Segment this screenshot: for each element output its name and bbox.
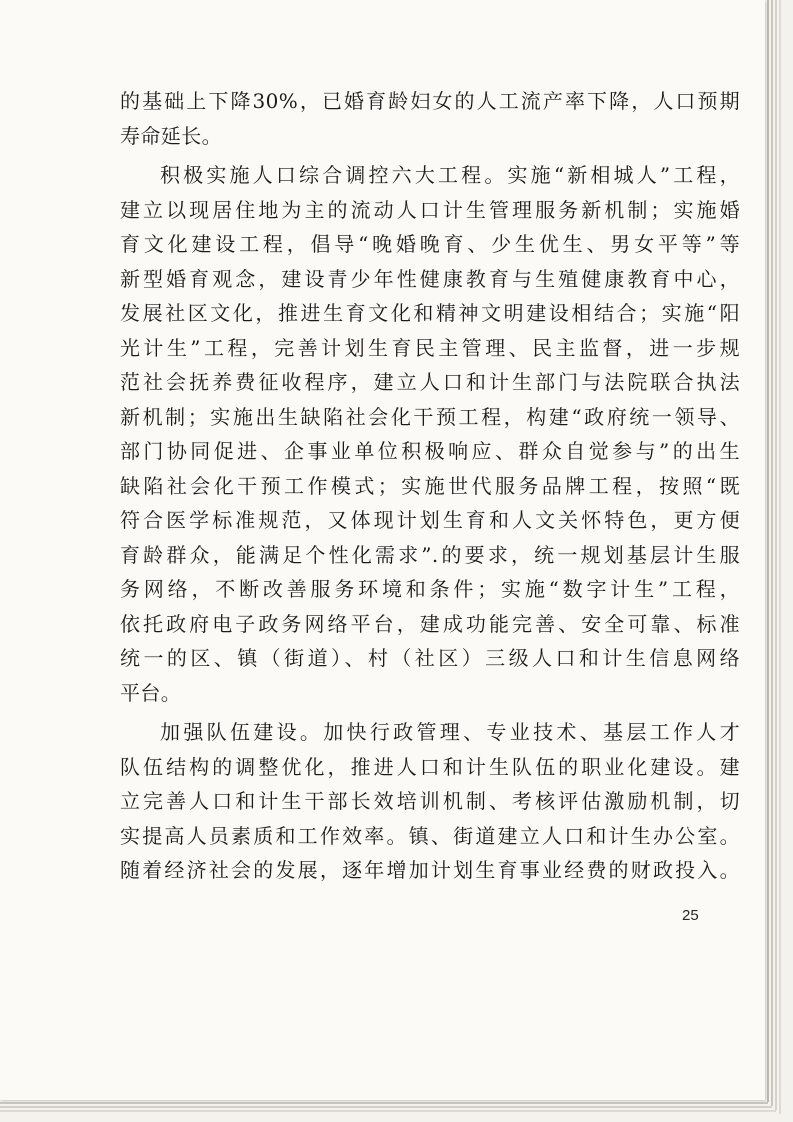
text-line: 积极实施人口综合调控六大工程。实施“新相城人”工程， — [160, 163, 740, 187]
text-line: 务网络，不断改善服务环境和条件；实施“数字计生”工程， — [120, 577, 740, 601]
paragraph-1 — [120, 84, 740, 153]
text-line: 缺陷社会化干预工作模式；实施世代服务品牌工程，按照“既 — [120, 473, 740, 498]
page-number: 25 — [682, 907, 699, 924]
page-edge — [0, 1106, 772, 1108]
text-line: 随着经济社会的发展，逐年增加计划生育事业经费的财政投入。 — [120, 858, 740, 882]
text-line: 符合医学标准规范，又体现计划生育和人文关怀特色，更方便 — [120, 508, 740, 532]
text-line: 光计生”工程，完善计划生育民主管理、民主监督，进一步规 — [120, 335, 740, 360]
text-line: 发展社区文化，推进生育文化和精神文明建设相结合；实施“阳 — [120, 301, 740, 325]
text-line: 队伍结构的调整优化，推进人口和计生队伍的职业化建设。建 — [120, 754, 740, 779]
text-line: 立完善人口和计生干部长效培训机制、考核评估激励机制，切 — [120, 789, 740, 813]
text-line: 平台。 — [120, 680, 182, 705]
page-edge — [779, 0, 781, 1114]
text-line: 新机制；实施出生缺陷社会化干预工程，构建“政府统一领导、 — [120, 404, 740, 429]
text-line: 范社会抚养费征收程序，建立人口和计生部门与法院联合执法 — [120, 370, 740, 394]
page-edge — [775, 0, 777, 1110]
page-edge — [771, 0, 773, 1106]
text-line: 新型婚育观念，建设青少年性健康教育与生殖健康教育中心， — [120, 266, 740, 291]
page-edge — [0, 1110, 776, 1112]
text-line: 加强队伍建设。加快行政管理、专业技术、基层工作人才 — [160, 720, 740, 744]
text-line: 寿命延长。 — [120, 123, 222, 148]
text-line: 的基础上下降30%，已婚育龄妇女的人工流产率下降，人口预期 — [120, 89, 740, 113]
text-line: 统一的区、镇（街道）、村（社区）三级人口和计生信息网络 — [120, 646, 740, 670]
paragraph-2 — [120, 158, 740, 710]
body-text — [120, 84, 740, 888]
page-edge — [0, 1102, 768, 1104]
text-line: 育龄群众，能满足个性化需求”.的要求，统一规划基层计生服 — [120, 542, 740, 567]
text-line: 建立以现居住地为主的流动人口计生管理服务新机制；实施婚 — [120, 197, 740, 222]
text-line: 部门协同促进、企事业单位积极响应、群众自觉参与”的出生 — [120, 439, 740, 463]
paragraph-3 — [120, 715, 740, 888]
page-edge — [767, 0, 769, 1102]
text-line: 依托政府电子政务网络平台，建成功能完善、安全可靠、标准 — [120, 611, 740, 636]
text-line: 实提高人员素质和工作效率。镇、街道建立人口和计生办公室。 — [120, 823, 740, 848]
text-line: 育文化建设工程，倡导“晚婚晚育、少生优生、男女平等”等 — [120, 232, 740, 256]
